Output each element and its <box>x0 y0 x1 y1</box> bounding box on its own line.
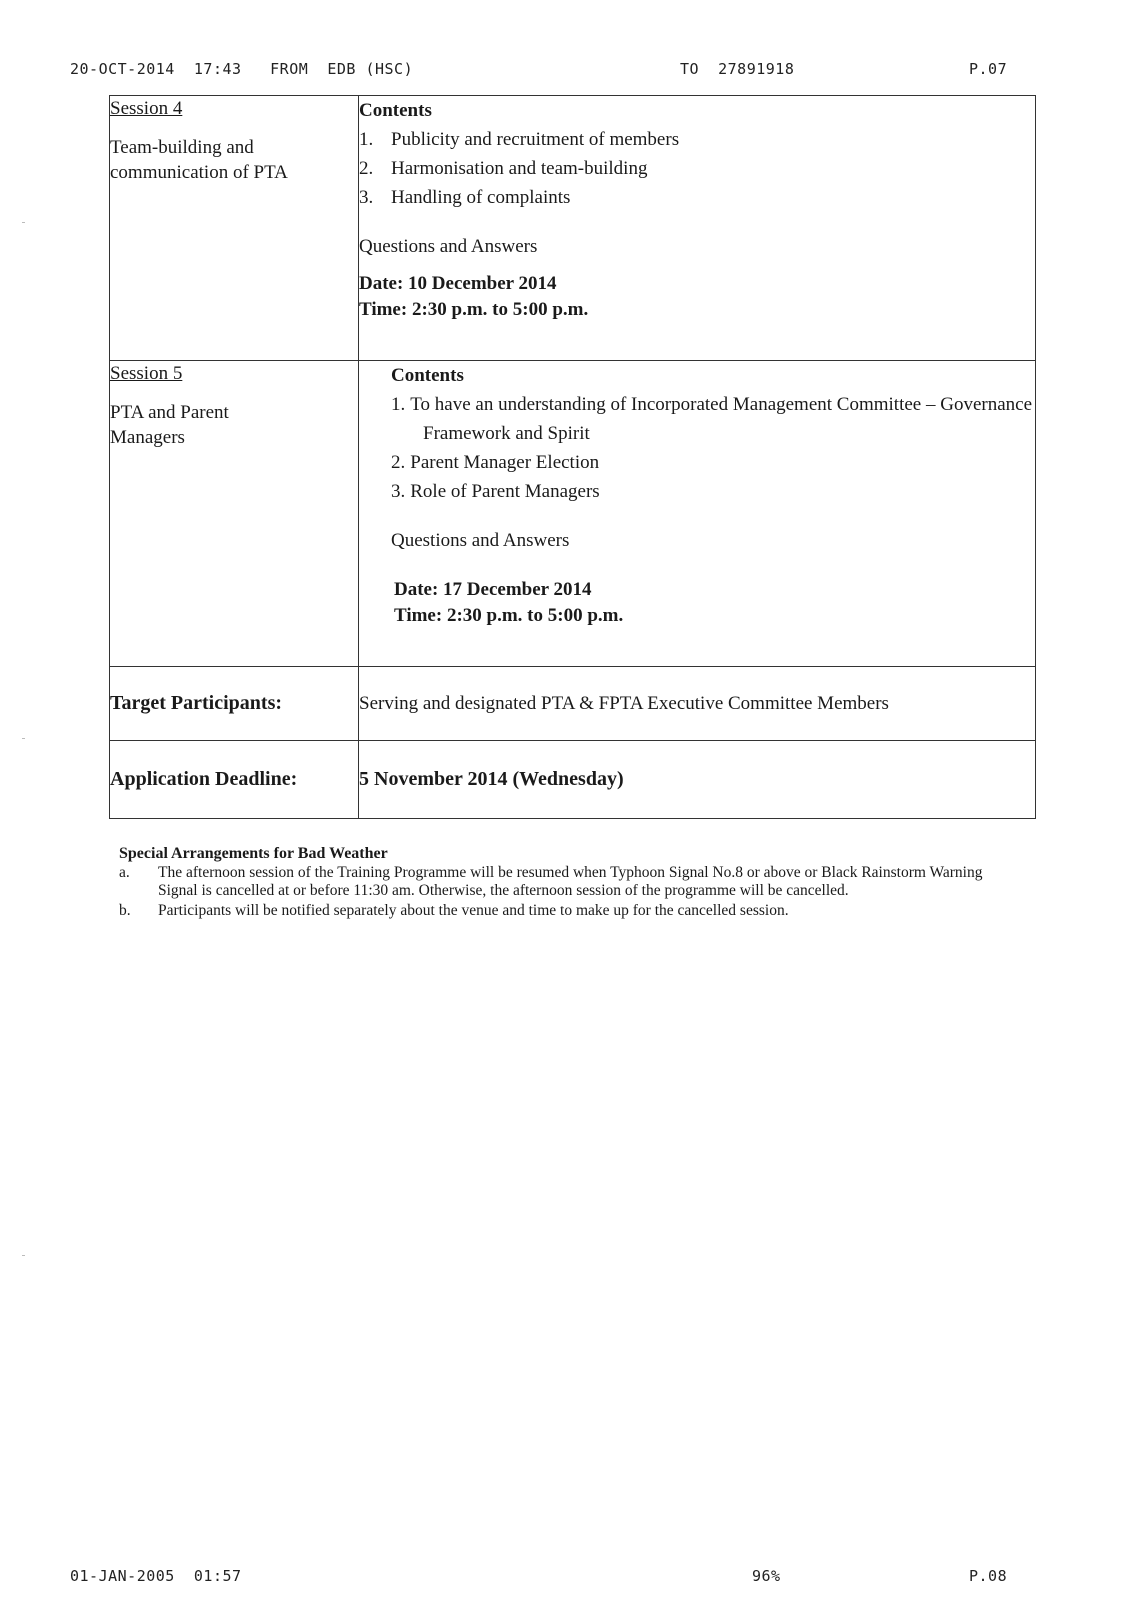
session-5-title: Session 5 <box>110 363 183 384</box>
item-number: 1. <box>359 129 374 150</box>
scan-speck <box>22 1255 25 1256</box>
item-number: 2. <box>391 452 406 473</box>
note-text: Participants will be notified separately about the venue and time to make up for the cancelled session. <box>158 902 789 919</box>
item-text: Handling of complaints <box>391 187 571 208</box>
session-4-row <box>110 96 1036 361</box>
session-4-qa: Questions and Answers <box>359 236 538 257</box>
item-number: 3. <box>391 481 406 502</box>
note-a <box>119 864 1009 900</box>
application-deadline-label: Application Deadline: <box>110 741 359 819</box>
item-text: Role of Parent Managers <box>410 481 600 502</box>
fax-footer-page: P.08 <box>969 1567 1008 1585</box>
session-4-contents-heading: Contents <box>359 100 432 121</box>
session-5-contents-list <box>391 390 1035 506</box>
session-4-contents-cell <box>359 96 1036 361</box>
application-deadline-row <box>110 741 1036 819</box>
list-item <box>391 390 1035 448</box>
note-letter: b. <box>119 902 131 919</box>
item-text: To have an understanding of Incorporated Management Committee – Governance Framework and Spirit <box>410 394 1033 444</box>
fax-footer-scale: 96% <box>752 1567 781 1585</box>
application-deadline-value: 5 November 2014 (Wednesday) <box>359 741 1036 819</box>
list-item <box>391 477 1035 506</box>
session-4-time: Time: 2:30 p.m. to 5:00 p.m. <box>359 299 589 320</box>
session-5-contents-heading: Contents <box>391 365 464 386</box>
session-4-label-cell <box>110 96 359 361</box>
item-number: 1. <box>391 394 406 415</box>
target-participants-value: Serving and designated PTA & FPTA Executive Committee Members <box>359 667 1036 741</box>
scan-speck <box>22 738 25 739</box>
special-arrangements <box>119 845 1009 920</box>
session-5-time: Time: 2:30 p.m. to 5:00 p.m. <box>394 605 624 626</box>
item-number: 3. <box>359 187 374 208</box>
list-item <box>359 154 1035 183</box>
session-5-row <box>110 361 1036 667</box>
item-text: Publicity and recruitment of members <box>391 129 680 150</box>
list-item <box>359 125 1035 154</box>
session-5-label-cell <box>110 361 359 667</box>
note-b <box>119 902 1009 920</box>
session-5-description: PTA and Parent Managers <box>110 402 229 448</box>
session-5-qa: Questions and Answers <box>391 530 570 551</box>
session-4-title: Session 4 <box>110 98 183 119</box>
fax-header-recipient: TO 27891918 <box>680 60 795 78</box>
fax-footer-timestamp: 01-JAN-2005 01:57 <box>70 1567 242 1585</box>
special-arrangements-heading: Special Arrangements for Bad Weather <box>119 845 388 862</box>
scan-speck <box>22 222 25 223</box>
note-letter: a. <box>119 864 130 881</box>
session-5-contents-cell <box>359 361 1036 667</box>
target-participants-label: Target Participants: <box>110 667 359 741</box>
list-item <box>391 448 1035 477</box>
item-number: 2. <box>359 158 374 179</box>
schedule-table <box>109 95 1036 819</box>
fax-header-page: P.07 <box>969 60 1008 78</box>
item-text: Harmonisation and team-building <box>391 158 648 179</box>
note-text: The afternoon session of the Training Programme will be resumed when Typhoon Signal No.8 or above or Black Rainstorm Warning Signal is cancelled at or before 11:30 am. Otherwise, the afternoon session of the programme will be cancelled. <box>158 864 983 899</box>
list-item <box>359 183 1035 212</box>
session-4-description: Team-building and communication of PTA <box>110 137 288 183</box>
session-4-date: Date: 10 December 2014 <box>359 273 557 294</box>
item-text: Parent Manager Election <box>410 452 600 473</box>
fax-header-sender: 20-OCT-2014 17:43 FROM EDB (HSC) <box>70 60 414 78</box>
target-participants-row <box>110 667 1036 741</box>
session-4-contents-list <box>359 125 1035 212</box>
session-5-date: Date: 17 December 2014 <box>394 579 592 600</box>
